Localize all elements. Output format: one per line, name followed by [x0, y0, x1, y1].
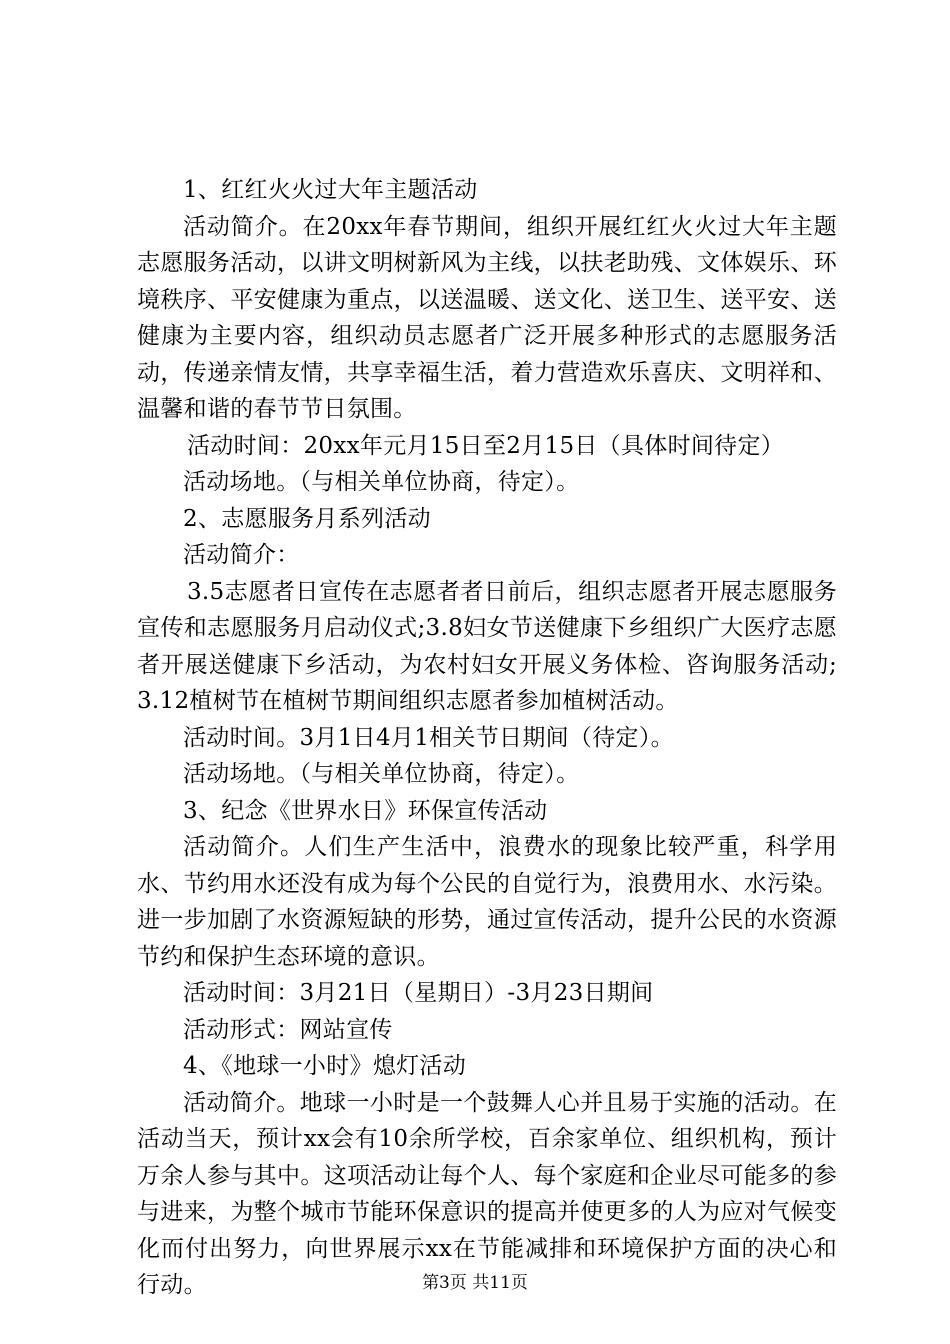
section-heading-3: 3、纪念《世界水日》环保宣传活动 — [183, 797, 548, 824]
section-heading-1: 1、红红火火过大年主题活动 — [183, 177, 478, 203]
paragraph: 活动简介。人们生产生活中，浪费水的现象比较严重，科学用水、节约用水还没有成为每个公民的自觉行为，浪费用水、水污染。进一步加剧了水资源短缺的形势，通过宣传活动，提升公民的水资源节约和保护生态环境的意识。 — [137, 834, 837, 970]
section-heading-2: 2、志愿服务月系列活动 — [183, 505, 431, 532]
paragraph: 活动简介。地球一小时是一个鼓舞人心并且易于实施的活动。在活动当天，预计xx会有10余所学校，百余家单位、组织机构，预计万余人参与其中。这项活动让每个人、每个家庭和企业尽可能多的参与进来，为整个城市节能环保意识的提高并使更多的人为应对气候变化而付出努力，向世界展示xx在节能减排和环境保护方面的决心和行动。 — [137, 1089, 837, 1298]
paragraph: 活动时间：20xx年元月15日至2月15日（具体时间待定） — [187, 432, 785, 459]
paragraph: 活动时间。3月1日4月1相关节日期间（待定）。 — [183, 724, 674, 751]
section-heading-4: 4、《地球一小时》熄灯活动 — [183, 1053, 467, 1079]
document-body — [137, 172, 837, 1304]
paragraph: 活动简介。在20xx年春节期间，组织开展红红火火过大年主题志愿服务活动，以讲文明树新风为主线，以扶老助残、文体娱乐、环境秩序、平安健康为重点，以送温暖、送文化、送卫生、送平安、送健康为主要内容，组织动员志愿者广泛开展多种形式的志愿服务活动，传递亲情友情，共享幸福生活，着力营造欢乐喜庆、文明祥和、温馨和谐的春节节日氛围。 — [137, 213, 837, 422]
paragraph: 活动场地。（与相关单位协商，待定）。 — [183, 469, 580, 495]
paragraph: 3.5志愿者日宣传在志愿者者日前后，组织志愿者开展志愿服务宣传和志愿服务月启动仪式;3.8妇女节送健康下乡组织广大医疗志愿者开展送健康下乡活动，为农村妇女开展义务体检、咨询服务活动;3.12植树节在植树节期间组织志愿者参加植树活动。 — [137, 578, 837, 714]
paragraph: 活动时间：3月21日（星期日）-3月23日期间 — [183, 980, 654, 1006]
paragraph: 活动形式：网站宣传 — [183, 1016, 393, 1043]
page-footer: 第3页 共11页 — [422, 1273, 528, 1293]
paragraph: 活动场地。（与相关单位协商，待定）。 — [183, 761, 580, 787]
paragraph: 活动简介： — [183, 542, 300, 568]
